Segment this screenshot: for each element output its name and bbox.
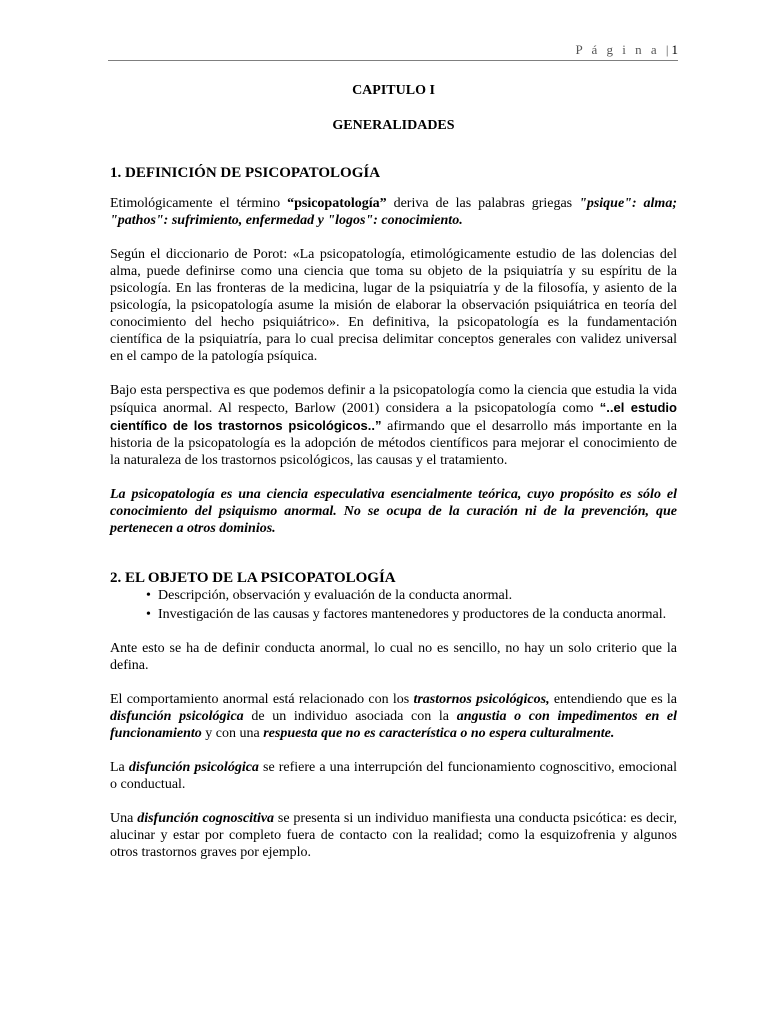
header-divider xyxy=(108,60,678,61)
bullet-icon: • xyxy=(146,607,151,622)
paragraph-barlow xyxy=(110,382,677,469)
header-separator: | xyxy=(665,42,672,57)
text-run: Etimológicamente el término xyxy=(110,196,288,211)
list-item-text: Descripción, observación y evaluación de la conducta anormal. xyxy=(158,588,513,603)
text-run: La xyxy=(110,760,129,775)
emphasis: disfunción psicológica xyxy=(110,709,244,724)
list-item xyxy=(146,606,677,623)
list-item-text: Investigación de las causas y factores mantenedores y productores de la conducta anormal. xyxy=(158,607,667,622)
objective-list xyxy=(110,587,677,623)
page-header xyxy=(575,42,678,58)
emphasis: disfunción psicológica xyxy=(128,760,259,775)
paragraph-cognitive-dysfunction xyxy=(110,810,677,861)
bullet-icon: • xyxy=(146,588,151,603)
paragraph-abnormal-behavior xyxy=(110,691,677,742)
page-number: 1 xyxy=(671,42,678,57)
greek-roots: "psique": alma; "pathos": sufrimiento, enfermedad y "logos": conocimiento. xyxy=(110,196,677,228)
list-item xyxy=(146,587,677,604)
text-run: deriva de las palabras griegas xyxy=(386,196,580,211)
text-run: y con una xyxy=(201,726,264,741)
text-run: afirmando que el desarrollo más importante en la historia de la psicopatología es la adopción de métodos científicos para mejorar el conocimiento de la naturaleza de los trastornos psicológicos, las causas y el tratamiento. xyxy=(110,419,677,468)
paragraph-etymology xyxy=(110,195,677,229)
text-run: de un individuo asociada con la xyxy=(243,709,457,724)
paragraph-porot: Según el diccionario de Porot: «La psicopatología, etimológicamente estudio de las dolencias del alma, puede definirse como una ciencia que toma su objeto de la psiquiatría y su espíritu de la psicología. En las fronteras de la medicina, lugar de la psiquiatría y de la filosofía, y asiento de la psicología, la psicopatología asume la misión de elaborar la observación psiquiátrica en teoría del conocimiento del hecho psiquiátrico». En definitiva, la psicopatología es la fundamentación científica de la psiquiatría, para lo cual precisa delimitar conceptos generales con validez universal en el campo de la patología psíquica. xyxy=(110,247,677,364)
text-run: Una xyxy=(110,811,138,826)
paragraph-emphasis: La psicopatología es una ciencia especulativa esencialmente teórica, cuyo propósito es sólo el conocimiento del psiquismo anormal. No se ocupa de la curación ni de la prevención, que pertenecen a otros dominios. xyxy=(110,487,677,536)
text-run: entendiendo que es la xyxy=(549,692,677,707)
chapter-subtitle: GENERALIDADES xyxy=(332,118,455,133)
emphasis: trastornos psicológicos, xyxy=(413,692,550,707)
text-run: se presenta si un individuo manifiesta una conducta psicótica: es decir, alucinar y estar por completo fuera de contacto con la realidad; como la esquizofrenia y algunos otros trastornos graves por ejemplo. xyxy=(110,811,677,860)
text-run: Bajo esta perspectiva es que podemos definir a la psicopatología como la ciencia que estudia la vida psíquica anormal. Al respecto, Barlow (2001) considera a la psicopatología como xyxy=(110,383,677,416)
section-2-heading: 2. EL OBJETO DE LA PSICOPATOLOGÍA xyxy=(110,570,396,586)
page-label: P á g i n a xyxy=(575,42,660,57)
barlow-quote: “..el estudio científico de los trastornos psicológicos..” xyxy=(110,400,677,433)
emphasis: respuesta que no es característica o no espera culturalmente. xyxy=(263,726,615,741)
emphasis: angustia o con impedimentos en el funcionamiento xyxy=(110,709,677,741)
paragraph-abnormal-conduct: Ante esto se ha de definir conducta anormal, lo cual no es sencillo, no hay un solo criterio que la defina. xyxy=(110,641,677,673)
document-body xyxy=(110,82,677,878)
emphasis: disfunción cognoscitiva xyxy=(137,811,275,826)
section-1-heading: 1. DEFINICIÓN DE PSICOPATOLOGÍA xyxy=(110,165,381,181)
text-run: se refiere a una interrupción del funcionamiento cognoscitivo, emocional o conductual. xyxy=(110,760,677,792)
paragraph-psychological-dysfunction xyxy=(110,759,677,793)
text-run: El comportamiento anormal está relacionado con los xyxy=(110,692,414,707)
term-psicopatologia: “psicopatología” xyxy=(287,196,387,211)
chapter-title: CAPITULO I xyxy=(352,83,435,98)
